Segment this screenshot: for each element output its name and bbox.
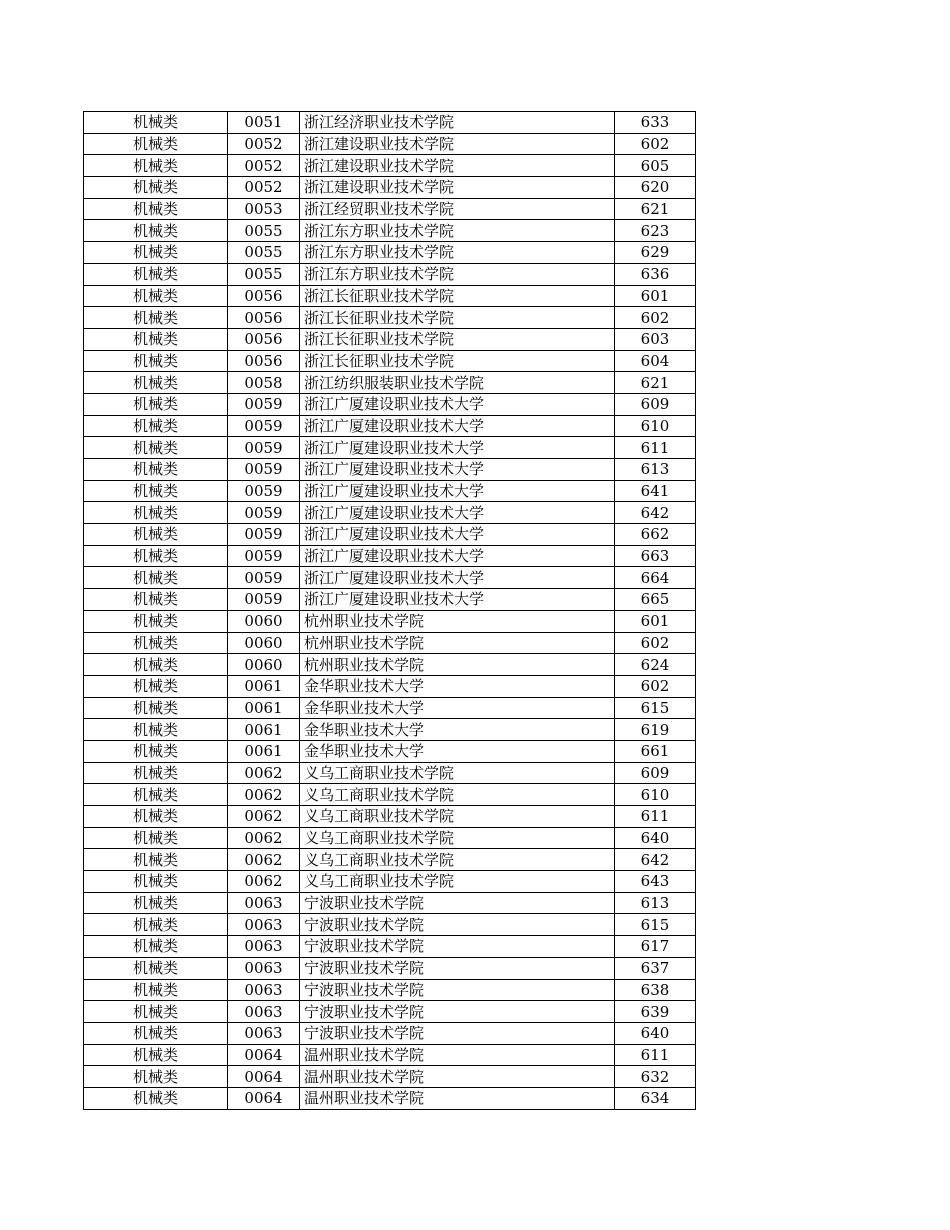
- major-code-cell: 611: [615, 437, 696, 459]
- school-name-cell: 浙江东方职业技术学院: [300, 263, 615, 285]
- school-name-cell: 杭州职业技术学院: [300, 610, 615, 632]
- school-name-cell: 浙江广厦建设职业技术大学: [300, 393, 615, 415]
- school-name-cell: 义乌工商职业技术学院: [300, 784, 615, 806]
- table-row: [84, 610, 696, 632]
- school-code-cell: 0060: [228, 632, 300, 654]
- major-code-cell: 610: [615, 415, 696, 437]
- major-code-cell: 603: [615, 328, 696, 350]
- major-code-cell: 640: [615, 1022, 696, 1044]
- table-row: [84, 632, 696, 654]
- table-row: [84, 415, 696, 437]
- category-cell: 机械类: [84, 459, 228, 481]
- school-name-cell: 浙江经贸职业技术学院: [300, 198, 615, 220]
- category-cell: 机械类: [84, 697, 228, 719]
- category-cell: 机械类: [84, 177, 228, 199]
- major-code-cell: 621: [615, 198, 696, 220]
- table-row: [84, 806, 696, 828]
- school-name-cell: 浙江长征职业技术学院: [300, 328, 615, 350]
- table-row: [84, 393, 696, 415]
- school-code-cell: 0062: [228, 784, 300, 806]
- table-row: [84, 198, 696, 220]
- major-code-cell: 602: [615, 133, 696, 155]
- major-code-cell: 633: [615, 112, 696, 134]
- major-code-cell: 613: [615, 459, 696, 481]
- major-code-cell: 619: [615, 719, 696, 741]
- major-code-cell: 662: [615, 524, 696, 546]
- category-cell: 机械类: [84, 524, 228, 546]
- category-cell: 机械类: [84, 1044, 228, 1066]
- table-row: [84, 524, 696, 546]
- table-row: [84, 719, 696, 741]
- category-cell: 机械类: [84, 1066, 228, 1088]
- category-cell: 机械类: [84, 133, 228, 155]
- major-code-cell: 602: [615, 675, 696, 697]
- major-code-cell: 665: [615, 589, 696, 611]
- table-row: [84, 437, 696, 459]
- table-row: [84, 849, 696, 871]
- school-name-cell: 浙江广厦建设职业技术大学: [300, 545, 615, 567]
- school-code-cell: 0059: [228, 545, 300, 567]
- school-code-cell: 0063: [228, 1022, 300, 1044]
- school-name-cell: 金华职业技术大学: [300, 740, 615, 762]
- major-code-cell: 638: [615, 979, 696, 1001]
- table-row: [84, 242, 696, 264]
- category-cell: 机械类: [84, 372, 228, 394]
- major-code-cell: 610: [615, 784, 696, 806]
- major-code-cell: 601: [615, 610, 696, 632]
- school-name-cell: 浙江长征职业技术学院: [300, 307, 615, 329]
- school-name-cell: 温州职业技术学院: [300, 1066, 615, 1088]
- school-code-cell: 0056: [228, 285, 300, 307]
- school-code-cell: 0056: [228, 350, 300, 372]
- table-row: [84, 480, 696, 502]
- school-name-cell: 浙江广厦建设职业技术大学: [300, 502, 615, 524]
- category-cell: 机械类: [84, 806, 228, 828]
- major-code-cell: 636: [615, 263, 696, 285]
- major-code-cell: 604: [615, 350, 696, 372]
- major-code-cell: 642: [615, 502, 696, 524]
- category-cell: 机械类: [84, 567, 228, 589]
- table-row: [84, 675, 696, 697]
- school-code-cell: 0055: [228, 220, 300, 242]
- school-name-cell: 浙江东方职业技术学院: [300, 220, 615, 242]
- major-code-cell: 602: [615, 632, 696, 654]
- category-cell: 机械类: [84, 979, 228, 1001]
- school-name-cell: 宁波职业技术学院: [300, 979, 615, 1001]
- category-cell: 机械类: [84, 632, 228, 654]
- table-row: [84, 502, 696, 524]
- school-name-cell: 义乌工商职业技术学院: [300, 827, 615, 849]
- category-cell: 机械类: [84, 307, 228, 329]
- table-row: [84, 784, 696, 806]
- category-cell: 机械类: [84, 654, 228, 676]
- category-cell: 机械类: [84, 784, 228, 806]
- school-code-cell: 0060: [228, 610, 300, 632]
- school-name-cell: 温州职业技术学院: [300, 1087, 615, 1109]
- category-cell: 机械类: [84, 914, 228, 936]
- category-cell: 机械类: [84, 849, 228, 871]
- school-name-cell: 浙江广厦建设职业技术大学: [300, 589, 615, 611]
- category-cell: 机械类: [84, 328, 228, 350]
- school-name-cell: 宁波职业技术学院: [300, 892, 615, 914]
- table-row: [84, 871, 696, 893]
- table-row: [84, 654, 696, 676]
- major-code-cell: 611: [615, 806, 696, 828]
- school-code-cell: 0063: [228, 892, 300, 914]
- table-row: [84, 589, 696, 611]
- category-cell: 机械类: [84, 350, 228, 372]
- school-name-cell: 金华职业技术大学: [300, 719, 615, 741]
- category-cell: 机械类: [84, 675, 228, 697]
- category-cell: 机械类: [84, 610, 228, 632]
- school-code-cell: 0062: [228, 762, 300, 784]
- school-code-cell: 0052: [228, 155, 300, 177]
- major-code-cell: 624: [615, 654, 696, 676]
- table-row: [84, 827, 696, 849]
- major-code-cell: 640: [615, 827, 696, 849]
- table-row: [84, 979, 696, 1001]
- category-cell: 机械类: [84, 393, 228, 415]
- category-cell: 机械类: [84, 415, 228, 437]
- table-row: [84, 459, 696, 481]
- school-code-cell: 0058: [228, 372, 300, 394]
- school-name-cell: 宁波职业技术学院: [300, 936, 615, 958]
- school-code-cell: 0056: [228, 328, 300, 350]
- school-code-cell: 0061: [228, 719, 300, 741]
- table-row: [84, 762, 696, 784]
- school-code-cell: 0053: [228, 198, 300, 220]
- school-name-cell: 义乌工商职业技术学院: [300, 806, 615, 828]
- school-code-cell: 0059: [228, 437, 300, 459]
- major-code-cell: 605: [615, 155, 696, 177]
- category-cell: 机械类: [84, 871, 228, 893]
- school-name-cell: 杭州职业技术学院: [300, 632, 615, 654]
- school-code-cell: 0063: [228, 1001, 300, 1023]
- category-cell: 机械类: [84, 589, 228, 611]
- category-cell: 机械类: [84, 892, 228, 914]
- major-code-cell: 620: [615, 177, 696, 199]
- table-body: [84, 112, 696, 1110]
- school-code-cell: 0061: [228, 675, 300, 697]
- table-row: [84, 936, 696, 958]
- category-cell: 机械类: [84, 480, 228, 502]
- major-code-cell: 615: [615, 914, 696, 936]
- school-name-cell: 浙江广厦建设职业技术大学: [300, 524, 615, 546]
- school-name-cell: 浙江建设职业技术学院: [300, 155, 615, 177]
- school-name-cell: 义乌工商职业技术学院: [300, 849, 615, 871]
- school-name-cell: 宁波职业技术学院: [300, 1022, 615, 1044]
- table-row: [84, 697, 696, 719]
- category-cell: 机械类: [84, 1087, 228, 1109]
- school-code-cell: 0059: [228, 589, 300, 611]
- table-row: [84, 177, 696, 199]
- school-code-cell: 0064: [228, 1044, 300, 1066]
- major-code-cell: 609: [615, 393, 696, 415]
- table-row: [84, 372, 696, 394]
- school-code-cell: 0062: [228, 871, 300, 893]
- school-name-cell: 金华职业技术大学: [300, 675, 615, 697]
- school-code-cell: 0061: [228, 697, 300, 719]
- major-code-cell: 641: [615, 480, 696, 502]
- major-code-cell: 629: [615, 242, 696, 264]
- table-row: [84, 1087, 696, 1109]
- table-row: [84, 1022, 696, 1044]
- school-code-cell: 0052: [228, 177, 300, 199]
- table-row: [84, 328, 696, 350]
- table-row: [84, 133, 696, 155]
- table-row: [84, 263, 696, 285]
- category-cell: 机械类: [84, 437, 228, 459]
- table-row: [84, 1001, 696, 1023]
- school-name-cell: 杭州职业技术学院: [300, 654, 615, 676]
- school-name-cell: 义乌工商职业技术学院: [300, 762, 615, 784]
- major-code-cell: 621: [615, 372, 696, 394]
- category-cell: 机械类: [84, 545, 228, 567]
- table-row: [84, 307, 696, 329]
- category-cell: 机械类: [84, 936, 228, 958]
- table-row: [84, 155, 696, 177]
- school-name-cell: 浙江长征职业技术学院: [300, 285, 615, 307]
- school-code-cell: 0064: [228, 1066, 300, 1088]
- category-cell: 机械类: [84, 112, 228, 134]
- category-cell: 机械类: [84, 263, 228, 285]
- table-row: [84, 545, 696, 567]
- category-cell: 机械类: [84, 719, 228, 741]
- table-row: [84, 892, 696, 914]
- school-code-cell: 0059: [228, 415, 300, 437]
- school-name-cell: 浙江广厦建设职业技术大学: [300, 437, 615, 459]
- major-code-cell: 623: [615, 220, 696, 242]
- school-name-cell: 浙江经济职业技术学院: [300, 112, 615, 134]
- school-code-cell: 0059: [228, 524, 300, 546]
- table-row: [84, 740, 696, 762]
- major-code-cell: 615: [615, 697, 696, 719]
- school-name-cell: 浙江广厦建设职业技术大学: [300, 459, 615, 481]
- school-code-cell: 0055: [228, 242, 300, 264]
- school-name-cell: 宁波职业技术学院: [300, 1001, 615, 1023]
- school-code-cell: 0062: [228, 849, 300, 871]
- category-cell: 机械类: [84, 827, 228, 849]
- school-code-cell: 0051: [228, 112, 300, 134]
- school-name-cell: 义乌工商职业技术学院: [300, 871, 615, 893]
- school-code-cell: 0064: [228, 1087, 300, 1109]
- category-cell: 机械类: [84, 762, 228, 784]
- school-code-cell: 0059: [228, 567, 300, 589]
- major-code-cell: 632: [615, 1066, 696, 1088]
- school-code-cell: 0055: [228, 263, 300, 285]
- major-code-cell: 634: [615, 1087, 696, 1109]
- school-name-cell: 浙江长征职业技术学院: [300, 350, 615, 372]
- school-code-cell: 0063: [228, 936, 300, 958]
- table-row: [84, 220, 696, 242]
- major-code-cell: 637: [615, 957, 696, 979]
- category-cell: 机械类: [84, 155, 228, 177]
- table-row: [84, 914, 696, 936]
- school-name-cell: 浙江广厦建设职业技术大学: [300, 567, 615, 589]
- school-name-cell: 浙江广厦建设职业技术大学: [300, 415, 615, 437]
- category-cell: 机械类: [84, 1022, 228, 1044]
- school-code-cell: 0062: [228, 827, 300, 849]
- school-name-cell: 浙江广厦建设职业技术大学: [300, 480, 615, 502]
- major-code-cell: 663: [615, 545, 696, 567]
- school-code-cell: 0063: [228, 957, 300, 979]
- school-code-cell: 0063: [228, 914, 300, 936]
- category-cell: 机械类: [84, 242, 228, 264]
- major-code-cell: 661: [615, 740, 696, 762]
- major-code-cell: 601: [615, 285, 696, 307]
- table-row: [84, 350, 696, 372]
- table-row: [84, 957, 696, 979]
- major-code-cell: 642: [615, 849, 696, 871]
- category-cell: 机械类: [84, 957, 228, 979]
- category-cell: 机械类: [84, 285, 228, 307]
- school-code-cell: 0062: [228, 806, 300, 828]
- school-name-cell: 宁波职业技术学院: [300, 914, 615, 936]
- major-code-cell: 664: [615, 567, 696, 589]
- table-row: [84, 112, 696, 134]
- school-code-cell: 0059: [228, 480, 300, 502]
- school-code-cell: 0059: [228, 393, 300, 415]
- table-row: [84, 567, 696, 589]
- school-code-cell: 0059: [228, 459, 300, 481]
- major-code-cell: 617: [615, 936, 696, 958]
- school-name-cell: 宁波职业技术学院: [300, 957, 615, 979]
- table-row: [84, 285, 696, 307]
- school-name-cell: 浙江纺织服装职业技术学院: [300, 372, 615, 394]
- major-code-cell: 609: [615, 762, 696, 784]
- school-name-cell: 浙江东方职业技术学院: [300, 242, 615, 264]
- school-name-cell: 浙江建设职业技术学院: [300, 177, 615, 199]
- school-code-cell: 0061: [228, 740, 300, 762]
- school-code-cell: 0056: [228, 307, 300, 329]
- major-code-cell: 613: [615, 892, 696, 914]
- category-cell: 机械类: [84, 1001, 228, 1023]
- school-code-cell: 0052: [228, 133, 300, 155]
- school-name-cell: 温州职业技术学院: [300, 1044, 615, 1066]
- school-name-cell: 金华职业技术大学: [300, 697, 615, 719]
- major-code-cell: 602: [615, 307, 696, 329]
- table-row: [84, 1066, 696, 1088]
- category-cell: 机械类: [84, 198, 228, 220]
- category-cell: 机械类: [84, 502, 228, 524]
- school-name-cell: 浙江建设职业技术学院: [300, 133, 615, 155]
- category-cell: 机械类: [84, 220, 228, 242]
- major-code-cell: 611: [615, 1044, 696, 1066]
- admission-table: [83, 111, 696, 1110]
- major-code-cell: 639: [615, 1001, 696, 1023]
- school-code-cell: 0059: [228, 502, 300, 524]
- school-code-cell: 0060: [228, 654, 300, 676]
- major-code-cell: 643: [615, 871, 696, 893]
- category-cell: 机械类: [84, 740, 228, 762]
- school-code-cell: 0063: [228, 979, 300, 1001]
- table-row: [84, 1044, 696, 1066]
